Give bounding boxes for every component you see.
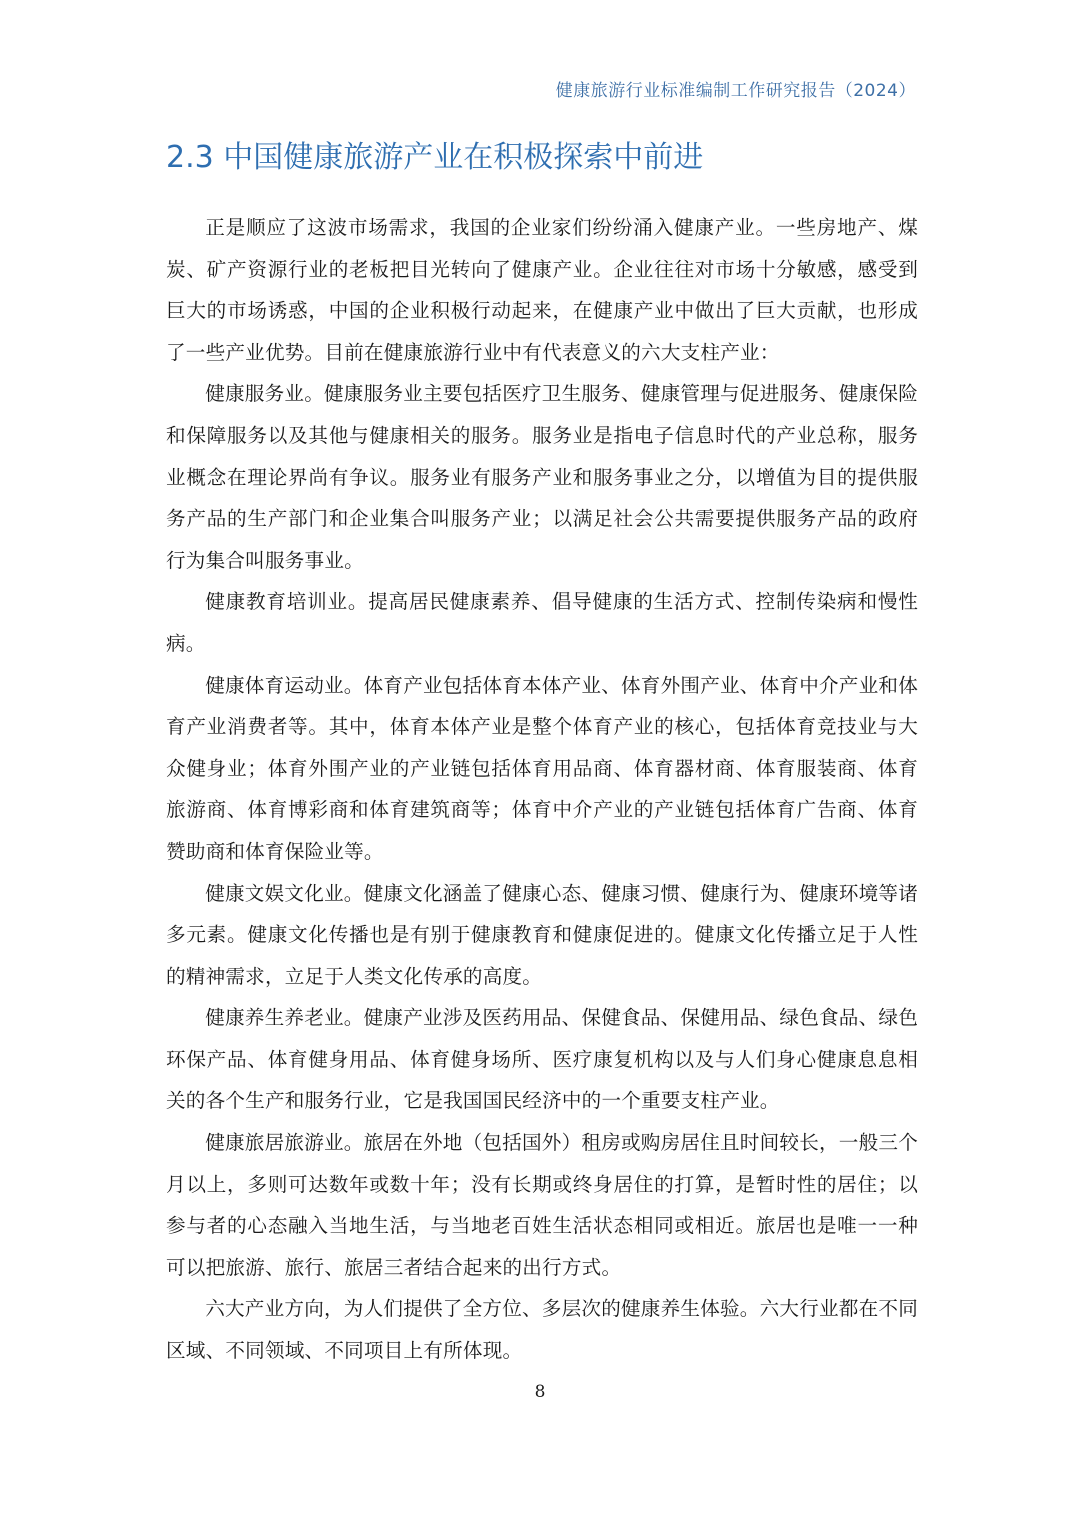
paragraph-health-sojourn: 健康旅居旅游业。旅居在外地（包括国外）租房或购房居住且时间较长，一般三个月以上，多则可达数年或数十年；没有长期或终身居住的打算，是暂时性的居住；以参与者的心态融入当地生活，与当地老百姓生活状态相同或相近。旅居也是唯一一种可以把旅游、旅行、旅居三者结合起来的出行方式。 [166, 1131, 918, 1279]
running-header: 健康旅游行业标准编制工作研究报告（2024） [555, 81, 916, 101]
body-text [166, 207, 918, 1372]
paragraph-health-eldercare: 健康养生养老业。健康产业涉及医药用品、保健食品、保健用品、绿色食品、绿色环保产品、体育健身用品、体育健身场所、医疗康复机构以及与人们身心健康息息相关的各个生产和服务行业，它是我国国民经济中的一个重要支柱产业。 [166, 1006, 918, 1113]
paragraph-intro: 正是顺应了这波市场需求，我国的企业家们纷纷涌入健康产业。一些房地产、煤炭、矿产资源行业的老板把目光转向了健康产业。企业往往对市场十分敏感，感受到巨大的市场诱惑，中国的企业积极行动起来，在健康产业中做出了巨大贡献，也形成了一些产业优势。目前在健康旅游行业中有代表意义的六大支柱产业： [166, 216, 918, 364]
paragraph-health-culture: 健康文娱文化业。健康文化涵盖了健康心态、健康习惯、健康行为、健康环境等诸多元素。健康文化传播也是有别于健康教育和健康促进的。健康文化传播立足于人性的精神需求，立足于人类文化传承的高度。 [166, 881, 918, 988]
paragraph-health-education: 健康教育培训业。提高居民健康素养、倡导健康的生活方式、控制传染病和慢性病。 [166, 590, 918, 655]
paragraph-health-service: 健康服务业。健康服务业主要包括医疗卫生服务、健康管理与促进服务、健康保险和保障服务以及其他与健康相关的服务。服务业是指电子信息时代的产业总称，服务业概念在理论界尚有争议。服务业有服务产业和服务事业之分，以增值为目的提供服务产品的生产部门和企业集合叫服务产业；以满足社会公共需要提供服务产品的政府行为集合叫服务事业。 [166, 382, 918, 572]
section-title: 2.3 中国健康旅游产业在积极探索中前进 [166, 140, 704, 175]
paragraph-conclusion: 六大产业方向，为人们提供了全方位、多层次的健康养生体验。六大行业都在不同区域、不同领域、不同项目上有所体现。 [166, 1297, 918, 1363]
page-number: 8 [534, 1382, 546, 1402]
paragraph-health-sports: 健康体育运动业。体育产业包括体育本体产业、体育外围产业、体育中介产业和体育产业消费者等。其中，体育本体产业是整个体育产业的核心，包括体育竞技业与大众健身业；体育外围产业的产业链包括体育用品商、体育器材商、体育服装商、体育旅游商、体育博彩商和体育建筑商等；体育中介产业的产业链包括体育广告商、体育赞助商和体育保险业等。 [166, 673, 918, 863]
